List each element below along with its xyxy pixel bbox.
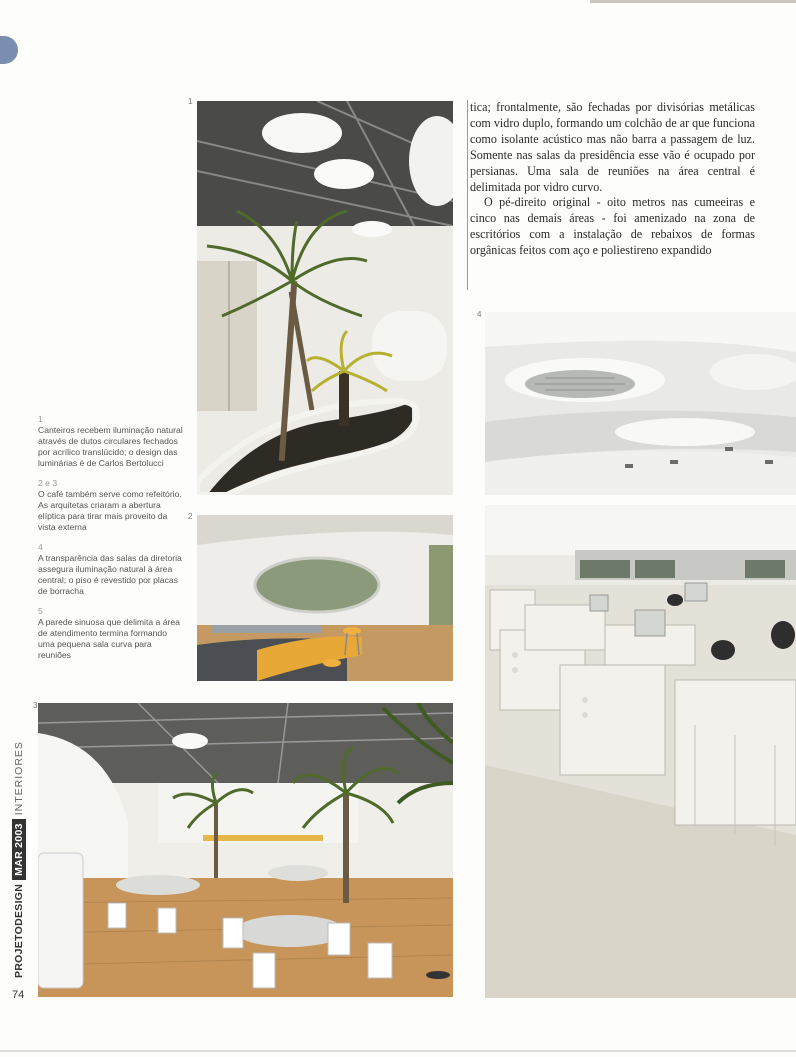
office-workstations-photo	[485, 505, 796, 998]
top-edge-bar	[590, 0, 796, 3]
page-number: 74	[12, 989, 25, 1001]
figure-number-1: 1	[188, 97, 193, 106]
bottom-rule	[0, 1050, 796, 1052]
atrium-planter-photo	[197, 101, 453, 495]
caption-number: 4	[38, 542, 43, 552]
caption-5	[38, 606, 184, 661]
magazine-brand: PROJETODESIGN	[13, 883, 25, 978]
caption-number: 1	[38, 414, 43, 424]
body-paragraph-1: tica; frontalmente, são fechadas por divisórias metálicas com vidro duplo, formando um colchão de ar que funciona como isolante acústico mas não barra a passagem de luz. Somente nas salas da presidência esse vão é ocupado por persianas. Uma sala de reuniões na área central é delimitada por vidro curvo.	[470, 100, 755, 194]
section-tab-marker	[0, 36, 18, 64]
figure-number-3: 3	[33, 701, 38, 710]
caption-1	[38, 414, 184, 469]
caption-2-3	[38, 478, 184, 533]
magazine-spine-label	[0, 741, 26, 980]
ceiling-organic-forms-photo	[485, 312, 796, 495]
captions-block	[38, 414, 184, 670]
body-paragraph-2: O pé-direito original - oito metros nas cumeeiras e cinco nas demais áreas - foi amenizado na zona de escritórios com a instalação de rebaixos de formas orgânicas feitos com aço e poliestireno expandido	[470, 195, 755, 258]
cafe-dining-area-photo	[38, 703, 453, 997]
issue-date: MAR 2003	[12, 819, 26, 880]
section-name: INTERIORES	[13, 741, 25, 816]
cafe-elliptical-window-photo	[197, 515, 453, 681]
caption-text: A parede sinuosa que delimita a área de atendimento termina formando uma pequena sala curva para reuniões	[38, 617, 180, 660]
caption-text: A transparência das salas da diretoria assegura iluminação natural à área central; o piso é revestido por placas de borracha	[38, 553, 182, 596]
caption-4	[38, 542, 184, 597]
caption-number: 5	[38, 606, 43, 616]
figure-number-2: 2	[188, 512, 193, 521]
column-rule	[467, 100, 468, 290]
caption-text: O café também serve como refeitório. As arquitetas criaram a abertura elíptica para tirar mais proveito da vista externa	[38, 489, 182, 532]
figure-number-4: 4	[477, 310, 482, 319]
caption-number: 2 e 3	[38, 478, 58, 488]
caption-text: Canteiros recebem iluminação natural através de dutos circulares fechados por acrílico translúcido; o design das luminárias é de Carlos Bertolucci	[38, 425, 183, 468]
article-body-text	[470, 100, 755, 259]
